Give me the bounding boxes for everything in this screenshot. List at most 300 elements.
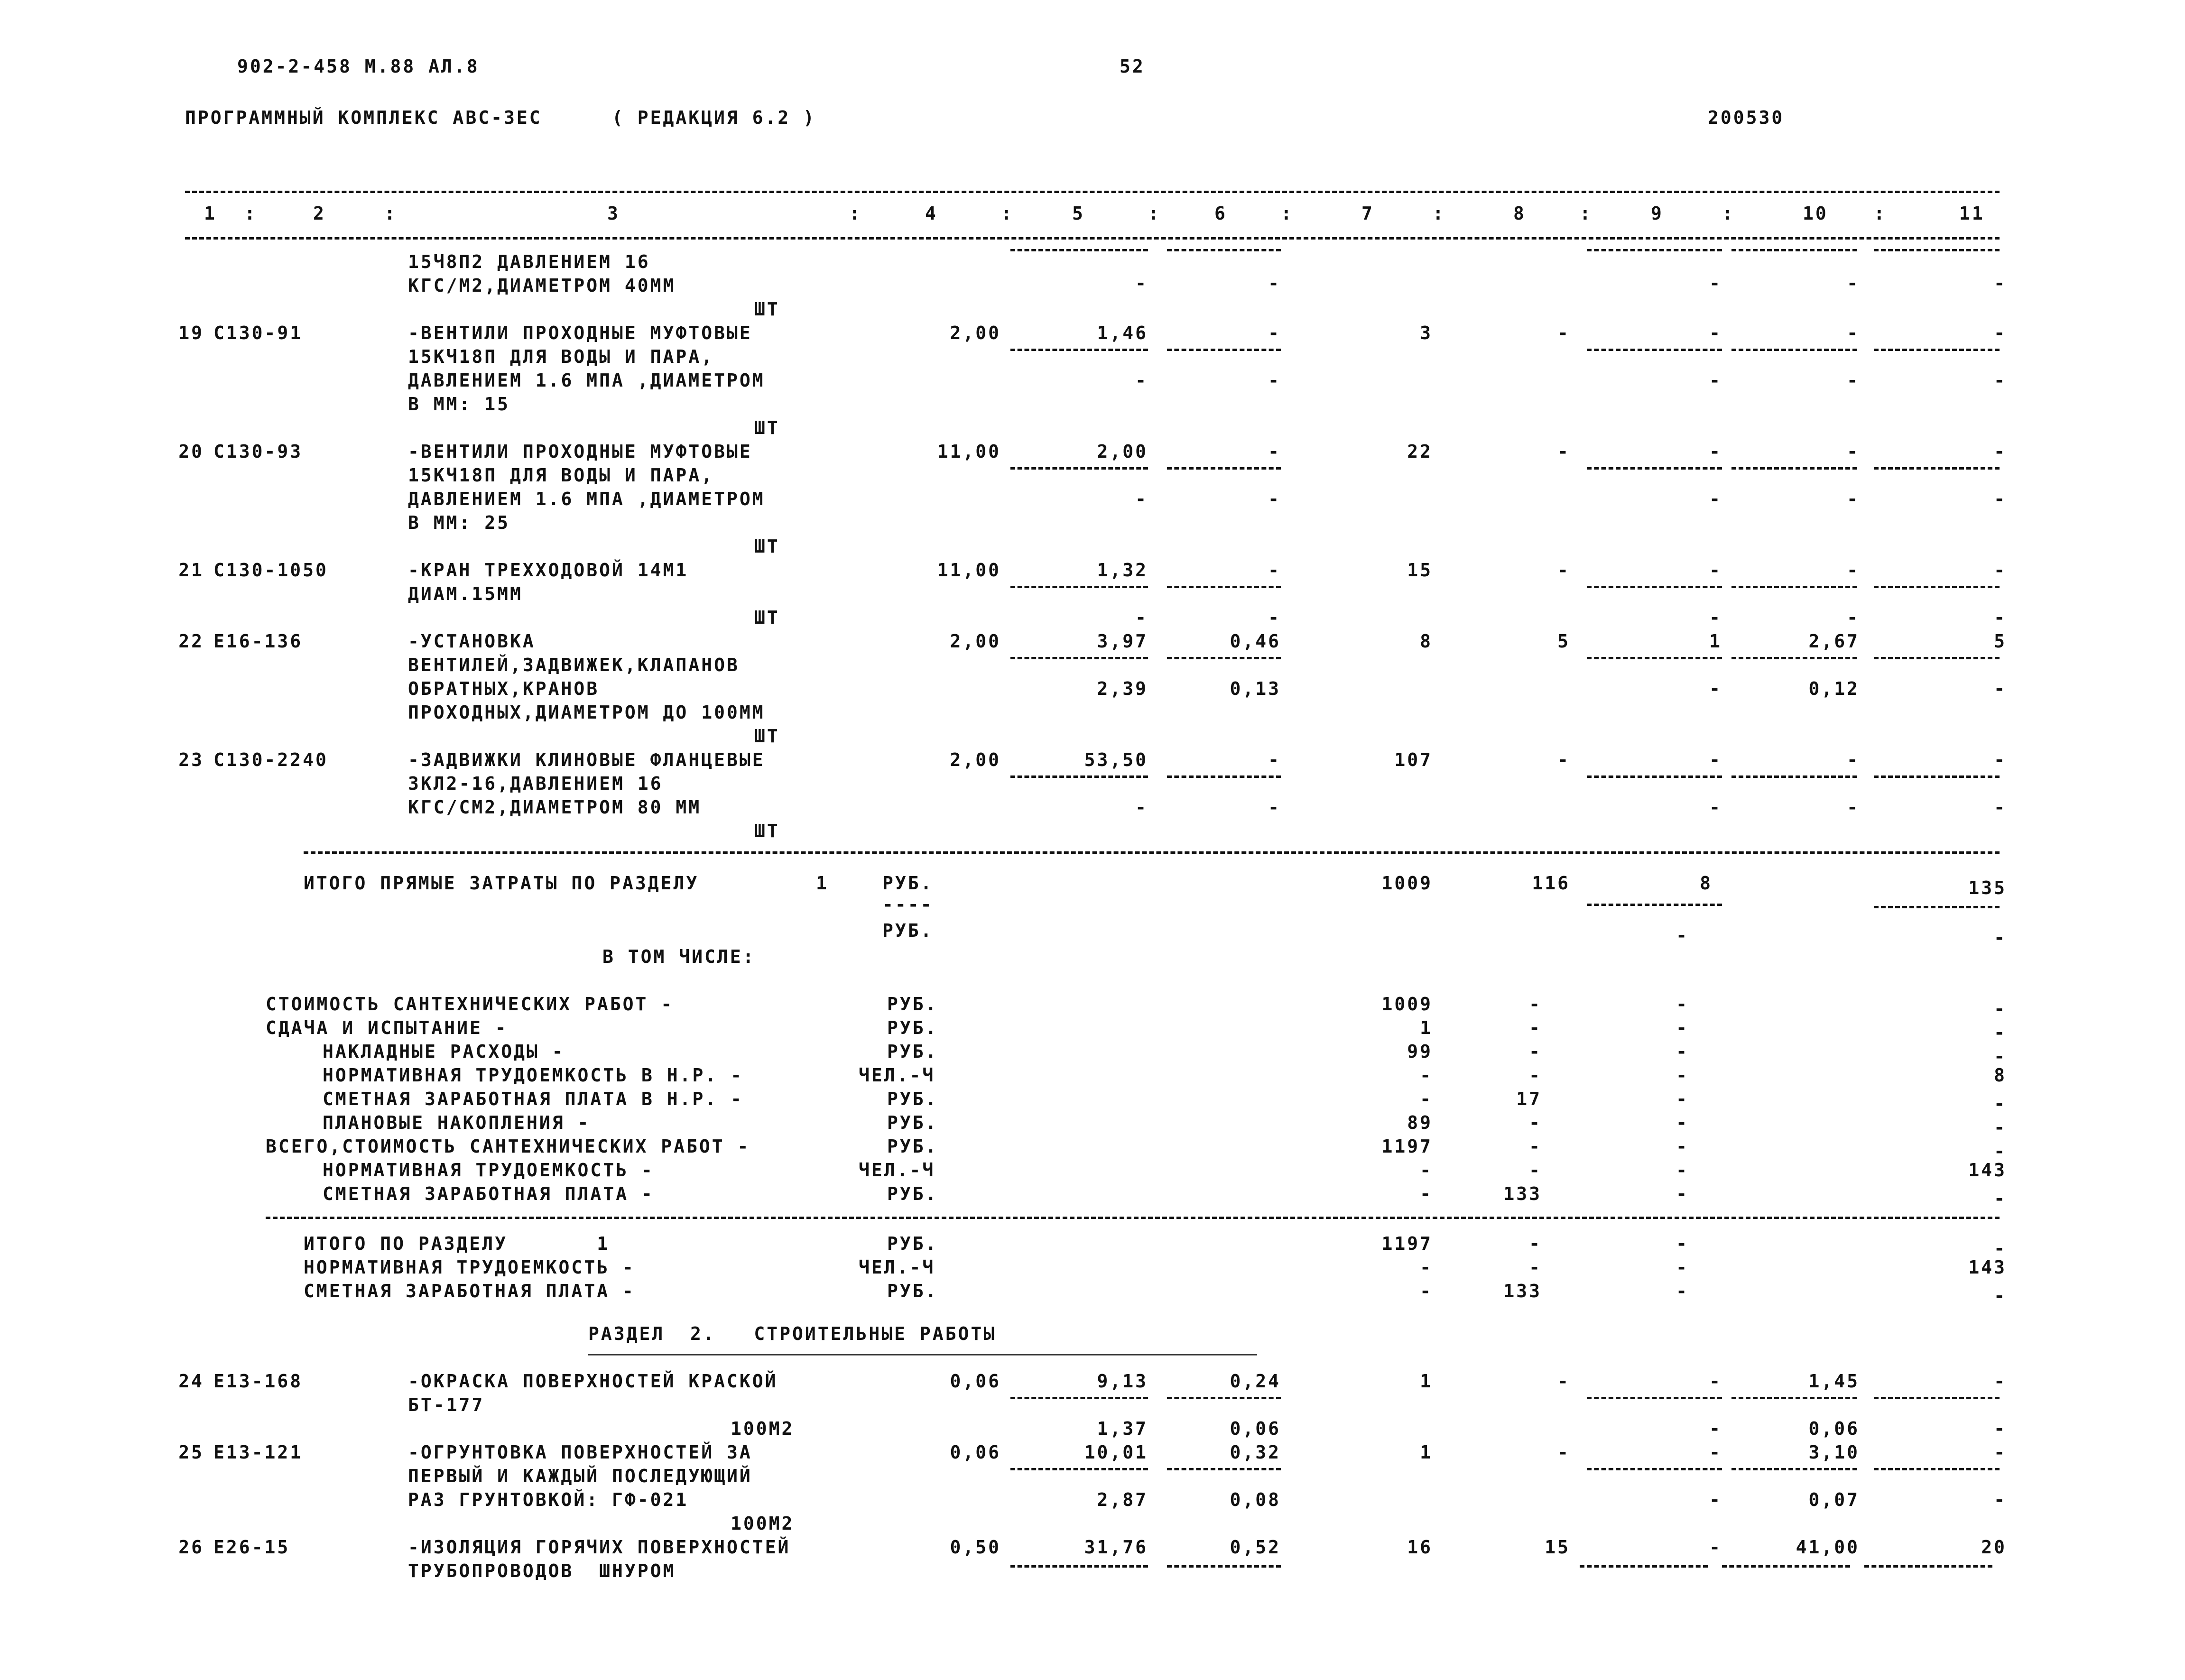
item-description: КГС/М2,ДИАМЕТРОМ 40ММ [408, 275, 676, 296]
subtotal-rule [1167, 586, 1281, 588]
breakdown-unit: ЧЕЛ.-Ч [859, 1160, 935, 1181]
item-description: -ОГРУНТОВКА ПОВЕРХНОСТЕЙ ЗА [408, 1442, 752, 1463]
column-separator: : [1281, 203, 1294, 224]
section-2-title: РАЗДЕЛ 2. СТРОИТЕЛЬНЫЕ РАБОТЫ [588, 1323, 997, 1344]
cell-c10: - [1847, 749, 1860, 770]
rate-code: С130-1050 [213, 560, 328, 581]
cell-c9b: - [1709, 607, 1722, 628]
column-separator: : [1722, 203, 1735, 224]
cell-c10b: 0,06 [1808, 1418, 1860, 1439]
breakdown-unit: РУБ. [887, 1041, 938, 1062]
cell-c6: 0,32 [1230, 1442, 1281, 1463]
item-description: 15Ч8П2 ДАВЛЕНИЕМ 16 [408, 251, 650, 272]
subtotal-rule [1864, 1565, 1992, 1568]
cell-c8: 133 [1503, 1281, 1542, 1302]
cell-c5: 9,13 [1097, 1371, 1148, 1392]
cell-c5: 1,32 [1097, 560, 1148, 581]
cell-c8: - [1529, 1136, 1542, 1157]
cell-c11b: - [1994, 797, 2007, 818]
subtotal-rule [1874, 1468, 2000, 1470]
section-total-unit: РУБ. [887, 1233, 938, 1254]
item-description: ТРУБОПРОВОДОВ ШНУРОМ [408, 1560, 676, 1581]
cell-c11: 5 [1994, 631, 2007, 652]
subtotal-rule [1731, 657, 1857, 659]
cell-c6: 0,52 [1230, 1537, 1281, 1558]
cell-c7: - [1420, 1281, 1433, 1302]
cell-c7: 1197 [1381, 1136, 1433, 1157]
breakdown-label: НОРМАТИВНАЯ ТРУДОЕМКОСТЬ - [323, 1160, 654, 1181]
unit-rub: РУБ. [882, 920, 934, 941]
subtotal-rule [1010, 467, 1148, 470]
subtotal-rule [1587, 349, 1722, 351]
breakdown-label: ВСЕГО,СТОИМОСТЬ САНТЕХНИЧЕСКИХ РАБОТ - [266, 1136, 750, 1157]
cell-c7: 22 [1407, 441, 1433, 462]
cell-c8: 15 [1545, 1537, 1570, 1558]
subtotal-rule [1731, 467, 1857, 470]
item-number: 25 [178, 1442, 204, 1463]
item-number: 26 [178, 1537, 204, 1558]
cell-c11b: - [1994, 678, 2007, 699]
rate-code: С130-93 [213, 441, 303, 462]
cell-c7: 3 [1420, 323, 1433, 343]
cell-c8: - [1529, 1017, 1542, 1038]
rate-code: Е13-168 [213, 1371, 303, 1392]
cell-c8: - [1529, 1233, 1542, 1254]
item-number: 24 [178, 1371, 204, 1392]
item-description: БТ-177 [408, 1394, 485, 1415]
column-header-6: 6 [1214, 203, 1227, 224]
cell-c6: 0,24 [1230, 1371, 1281, 1392]
cell-c8: - [1557, 560, 1570, 581]
totals-top-rule [304, 851, 2000, 854]
cell-c9: - [1676, 1160, 1689, 1181]
cell-c8: - [1529, 1160, 1542, 1181]
cell-c11: - [1994, 560, 2007, 581]
unit-of-measure: ШТ [754, 726, 780, 747]
cell-c10: - [1847, 560, 1860, 581]
rate-code: Е16-136 [213, 631, 303, 652]
cell-c6: - [1268, 560, 1281, 581]
cell-c11: - [1994, 1141, 2007, 1162]
direct-costs-label: ИТОГО ПРЯМЫЕ ЗАТРАТЫ ПО РАЗДЕЛУ [304, 873, 699, 894]
cell-c9: - [1709, 749, 1722, 770]
cell-c4: 2,00 [950, 749, 1001, 770]
subtotal-rule [1874, 657, 2000, 659]
item-description: ДАВЛЕНИЕМ 1.6 МПА ,ДИАМЕТРОМ [408, 489, 765, 509]
cell-c7: - [1420, 1065, 1433, 1086]
breakdown-unit: РУБ. [887, 994, 938, 1015]
cell-c8: 5 [1557, 631, 1570, 652]
column-header-9: 9 [1651, 203, 1664, 224]
cell-c11b: - [1994, 370, 2007, 391]
cell-c9: - [1676, 1257, 1689, 1278]
subtotal-rule [1587, 1468, 1722, 1470]
cell-c9: - [1709, 1442, 1722, 1463]
subtotal-rule [1010, 249, 1148, 251]
cell-c4: 0,06 [950, 1442, 1001, 1463]
cell-c6b: - [1268, 273, 1281, 294]
subtotal-rule [1167, 467, 1281, 470]
cell-c8: - [1529, 1257, 1542, 1278]
subtotal-rule [1167, 1468, 1281, 1470]
subtotal-rule [1587, 775, 1722, 778]
subtotal-rule [1167, 775, 1281, 778]
cell-c11: - [1994, 1238, 2007, 1259]
section-total-unit: ЧЕЛ.-Ч [859, 1257, 935, 1278]
rate-code: С130-91 [213, 323, 303, 343]
cell-c7: 99 [1407, 1041, 1433, 1062]
subtotal-rule [1010, 657, 1148, 659]
page-number: 52 [1120, 56, 1145, 77]
subtotal-rule [1167, 657, 1281, 659]
cell-c10: 41,00 [1796, 1537, 1860, 1558]
cell-c6b: - [1268, 489, 1281, 509]
document-code: 902-2-458 М.88 АЛ.8 [237, 56, 480, 77]
unit-of-measure: ШТ [754, 299, 780, 320]
item-description: -ВЕНТИЛИ ПРОХОДНЫЕ МУФТОВЫЕ [408, 323, 752, 343]
cell-c7: 1009 [1381, 994, 1433, 1015]
cell-c7: 1009 [1381, 873, 1433, 894]
item-number: 19 [178, 323, 204, 343]
subtotal-rule [1010, 1565, 1148, 1568]
subtotal-rule [1874, 1397, 2000, 1399]
cell-c11: 8 [1994, 1065, 2007, 1086]
unit-of-measure: 100М2 [731, 1513, 795, 1534]
cell-c5: 10,01 [1084, 1442, 1148, 1463]
item-description: РАЗ ГРУНТОВКОЙ: ГФ-021 [408, 1489, 689, 1510]
unit-of-measure: ШТ [754, 417, 780, 438]
cell-c9b: - [1709, 370, 1722, 391]
cell-c11: - [1994, 998, 2007, 1019]
breakdown-label: НАКЛАДНЫЕ РАСХОДЫ - [323, 1041, 565, 1062]
cell-c6b: - [1268, 607, 1281, 628]
unit-of-measure: ШТ [754, 821, 780, 841]
cell-c8: - [1557, 441, 1570, 462]
item-number: 20 [178, 441, 204, 462]
item-description: 15КЧ18П ДЛЯ ВОДЫ И ПАРА, [408, 465, 714, 486]
cell-c7: 107 [1394, 749, 1433, 770]
unit-rub: РУБ. [882, 873, 934, 894]
cell-c7: 16 [1407, 1537, 1433, 1558]
item-description: -ВЕНТИЛИ ПРОХОДНЫЕ МУФТОВЫЕ [408, 441, 752, 462]
item-description: -ОКРАСКА ПОВЕРХНОСТЕЙ КРАСКОЙ [408, 1371, 778, 1392]
cell-c11: 143 [1968, 1160, 2007, 1181]
rate-code: С130-2240 [213, 749, 328, 770]
direct-costs-section: 1 [816, 873, 829, 894]
subtotal-rule [1587, 904, 1722, 906]
cell-c9b: - [1709, 678, 1722, 699]
item-description: -ЗАДВИЖКИ КЛИНОВЫЕ ФЛАНЦЕВЫЕ [408, 749, 765, 770]
cell-c9: - [1676, 1112, 1689, 1133]
column-separator: : [1433, 203, 1445, 224]
cell-c10: 3,10 [1808, 1442, 1860, 1463]
breakdown-label: СМЕТНАЯ ЗАРАБОТНАЯ ПЛАТА - [323, 1183, 654, 1204]
column-header-2: 2 [313, 203, 326, 224]
cell-c9: - [1676, 1065, 1689, 1086]
subtotal-rule [1874, 775, 2000, 778]
breakdown-unit: РУБ. [887, 1136, 938, 1157]
cell-c9: - [1676, 1041, 1689, 1062]
cell-c8: 116 [1532, 873, 1570, 894]
cell-c8: 17 [1516, 1089, 1542, 1109]
breakdown-label: ПЛАНОВЫЕ НАКОПЛЕНИЯ - [323, 1112, 591, 1133]
subtotal-rule [1874, 249, 2000, 251]
item-description: В ММ: 25 [408, 512, 510, 533]
section-total-label: НОРМАТИВНАЯ ТРУДОЕМКОСТЬ - [304, 1257, 635, 1278]
item-description: ПРОХОДНЫХ,ДИАМЕТРОМ ДО 100ММ [408, 702, 765, 723]
column-separator: : [384, 203, 397, 224]
item-description: ПЕРВЫЙ И КАЖДЫЙ ПОСЛЕДУЮЩИЙ [408, 1466, 752, 1486]
cell-c8: - [1529, 1065, 1542, 1086]
column-header-5: 5 [1072, 203, 1085, 224]
cell-c7: 1197 [1381, 1233, 1433, 1254]
cell-c9: - [1709, 1371, 1722, 1392]
cell-c7: - [1420, 1183, 1433, 1204]
cell-c9b: - [1676, 925, 1689, 946]
item-description: КГС/СМ2,ДИАМЕТРОМ 80 ММ [408, 797, 702, 818]
cell-c11: 135 [1968, 877, 2007, 898]
subtotal-rule [1580, 1565, 1708, 1568]
cell-c5: 1,46 [1097, 323, 1148, 343]
cell-c5b: - [1135, 370, 1148, 391]
item-number: 23 [178, 749, 204, 770]
cell-c9b: - [1709, 489, 1722, 509]
cell-c10b: 0,12 [1808, 678, 1860, 699]
column-separator: : [244, 203, 257, 224]
cell-c5b: - [1135, 607, 1148, 628]
cell-c5b: 1,37 [1097, 1418, 1148, 1439]
cell-c7: 8 [1420, 631, 1433, 652]
table-header-rule [185, 237, 2000, 240]
subtotal-rule [1587, 249, 1722, 251]
subtotal-rule [1731, 1468, 1857, 1470]
subtotal-rule [1731, 249, 1857, 251]
subtotal-rule [1731, 1397, 1857, 1399]
table-top-rule [185, 191, 2000, 193]
cell-c10: 1,45 [1808, 1371, 1860, 1392]
cell-c11b: - [1994, 1418, 2007, 1439]
cell-c4: 0,50 [950, 1537, 1001, 1558]
subtotal-rule [1874, 349, 2000, 351]
subtotal-rule [1167, 349, 1281, 351]
item-description: 15КЧ18П ДЛЯ ВОДЫ И ПАРА, [408, 346, 714, 367]
breakdown-unit: РУБ. [887, 1112, 938, 1133]
subtotal-rule [1874, 906, 2000, 908]
cell-c5b: 2,39 [1097, 678, 1148, 699]
subtotal-rule [1167, 249, 1281, 251]
cell-c11: - [1994, 1188, 2007, 1209]
cell-c5b: - [1135, 797, 1148, 818]
cell-c9: - [1676, 1233, 1689, 1254]
subtotal-rule [1010, 349, 1148, 351]
cell-c11: - [1994, 441, 2007, 462]
cell-c8: - [1557, 1371, 1570, 1392]
cell-c11: - [1994, 1093, 2007, 1114]
cell-c10b: - [1847, 797, 1860, 818]
subtotal-rule [1731, 586, 1857, 588]
cell-c11b: - [1994, 489, 2007, 509]
subtotal-rule [1874, 467, 2000, 470]
cell-c6: - [1268, 323, 1281, 343]
cell-c6: 0,46 [1230, 631, 1281, 652]
item-description: ДИАМ.15ММ [408, 583, 523, 604]
breakdown-label: СМЕТНАЯ ЗАРАБОТНАЯ ПЛАТА В Н.Р. - [323, 1089, 743, 1109]
including-label: В ТОМ ЧИСЛЕ: [602, 946, 756, 967]
breakdown-label: СДАЧА И ИСПЫТАНИЕ - [266, 1017, 508, 1038]
column-header-3: 3 [607, 203, 620, 224]
cell-c11: - [1994, 323, 2007, 343]
unit-of-measure: ШТ [754, 536, 780, 557]
cell-c11: 143 [1968, 1257, 2007, 1278]
cell-c10b: - [1847, 370, 1860, 391]
item-description: ВЕНТИЛЕЙ,ЗАДВИЖЕК,КЛАПАНОВ [408, 655, 740, 675]
cell-c5b: - [1135, 489, 1148, 509]
cell-c9: - [1709, 1537, 1722, 1558]
subtotal-rule [1010, 775, 1148, 778]
cell-c11b: - [1994, 607, 2007, 628]
breakdown-unit: РУБ. [887, 1089, 938, 1109]
column-separator: : [1874, 203, 1887, 224]
cell-c7: 1 [1420, 1017, 1433, 1038]
cell-c8: - [1529, 1112, 1542, 1133]
item-description: -ИЗОЛЯЦИЯ ГОРЯЧИХ ПОВЕРХНОСТЕЙ [408, 1537, 791, 1558]
cell-c9: - [1709, 441, 1722, 462]
cell-c10: 2,67 [1808, 631, 1860, 652]
cell-c8: - [1529, 1041, 1542, 1062]
cell-c9: - [1676, 1183, 1689, 1204]
cell-c9: - [1709, 323, 1722, 343]
cell-c9: - [1676, 994, 1689, 1015]
cell-c6: - [1268, 749, 1281, 770]
cell-c5: 3,97 [1097, 631, 1148, 652]
cell-c5: 31,76 [1084, 1537, 1148, 1558]
program-name: ПРОГРАММНЫЙ КОМПЛЕКС АВС-ЗЕС [185, 107, 542, 128]
unit-of-measure: 100М2 [731, 1418, 795, 1439]
section-total-label: ИТОГО ПО РАЗДЕЛУ 1 [304, 1233, 610, 1254]
cell-c11: - [1994, 749, 2007, 770]
cell-c11: - [1994, 1022, 2007, 1043]
cell-c8: - [1557, 1442, 1570, 1463]
cell-c11b: - [1994, 1489, 2007, 1510]
subtotal-rule [1722, 1565, 1850, 1568]
cell-c11b: - [1994, 927, 2007, 948]
breakdown-label: СТОИМОСТЬ САНТЕХНИЧЕСКИХ РАБОТ - [266, 994, 674, 1015]
cell-c9: 1 [1709, 631, 1722, 652]
cell-c9: - [1676, 1089, 1689, 1109]
cell-c6b: 0,08 [1230, 1489, 1281, 1510]
cell-c8: - [1557, 323, 1570, 343]
cell-c5b: - [1135, 273, 1148, 294]
cell-c8: - [1529, 994, 1542, 1015]
subtotal-rule [1731, 775, 1857, 778]
cell-c4: 2,00 [950, 631, 1001, 652]
cell-c4: 2,00 [950, 323, 1001, 343]
column-header-8: 8 [1513, 203, 1526, 224]
subtotal-rule [1587, 657, 1722, 659]
subtotal-rule [1010, 1397, 1148, 1399]
cell-c10b: - [1847, 273, 1860, 294]
cell-c5: 2,00 [1097, 441, 1148, 462]
cell-c5b: 2,87 [1097, 1489, 1148, 1510]
cell-c7: 89 [1407, 1112, 1433, 1133]
column-header-4: 4 [925, 203, 938, 224]
cell-c11: 20 [1981, 1537, 2007, 1558]
cell-c10b: - [1847, 607, 1860, 628]
subtotal-rule [1010, 586, 1148, 588]
cell-c9b: - [1709, 797, 1722, 818]
column-separator: : [1001, 203, 1014, 224]
column-header-10: 10 [1803, 203, 1828, 224]
cell-c7: 1 [1420, 1442, 1433, 1463]
cell-c9b: - [1709, 1418, 1722, 1439]
cell-c7: - [1420, 1257, 1433, 1278]
item-description: ЗКЛ2-16,ДАВЛЕНИЕМ 16 [408, 773, 663, 794]
cell-c9: - [1676, 1017, 1689, 1038]
item-description: ДАВЛЕНИЕМ 1.6 МПА ,ДИАМЕТРОМ [408, 370, 765, 391]
cell-c10b: - [1847, 489, 1860, 509]
column-separator: : [1580, 203, 1592, 224]
cell-c6: - [1268, 441, 1281, 462]
cell-c7: - [1420, 1160, 1433, 1181]
item-number: 22 [178, 631, 204, 652]
breakdown-unit: ЧЕЛ.-Ч [859, 1065, 935, 1086]
cell-c11b: - [1994, 273, 2007, 294]
item-description: В ММ: 15 [408, 394, 510, 415]
subtotal-rule [1167, 1397, 1281, 1399]
column-separator: : [1148, 203, 1161, 224]
unit-dashes: ---- [882, 894, 934, 915]
cell-c10: - [1847, 441, 1860, 462]
rate-code: Е13-121 [213, 1442, 303, 1463]
subtotal-rule [1587, 1397, 1722, 1399]
item-description: ОБРАТНЫХ,КРАНОВ [408, 678, 600, 699]
cell-c9b: - [1709, 1489, 1722, 1510]
cell-c9: - [1676, 1281, 1689, 1302]
cell-c6b: 0,06 [1230, 1418, 1281, 1439]
estimate-code: 200530 [1708, 107, 1785, 128]
cell-c11: - [1994, 1285, 2007, 1306]
subtotal-rule [1587, 467, 1722, 470]
cell-c4: 11,00 [937, 560, 1001, 581]
column-header-1: 1 [204, 203, 217, 224]
rate-code: Е26-15 [213, 1537, 290, 1558]
subtotal-rule [1010, 1468, 1148, 1470]
cell-c10b: 0,07 [1808, 1489, 1860, 1510]
cell-c11: - [1994, 1046, 2007, 1067]
section-total-label: СМЕТНАЯ ЗАРАБОТНАЯ ПЛАТА - [304, 1281, 635, 1302]
unit-of-measure: ШТ [754, 607, 780, 628]
subtotal-rule [1874, 586, 2000, 588]
cell-c11: - [1994, 1117, 2007, 1138]
subtotal-rule [1167, 1565, 1281, 1568]
cell-c9b: - [1709, 273, 1722, 294]
cell-c9: - [1709, 560, 1722, 581]
subtotal-rule [1731, 349, 1857, 351]
cell-c8: 133 [1503, 1183, 1542, 1204]
cell-c4: 11,00 [937, 441, 1001, 462]
section-title-underline [588, 1354, 1257, 1356]
cell-c6b: - [1268, 797, 1281, 818]
breakdown-label: НОРМАТИВНАЯ ТРУДОЕМКОСТЬ В Н.Р. - [323, 1065, 743, 1086]
breakdown-unit: РУБ. [887, 1183, 938, 1204]
subtotal-rule [1587, 586, 1722, 588]
column-header-11: 11 [1959, 203, 1985, 224]
cell-c4: 0,06 [950, 1371, 1001, 1392]
section-total-rule [266, 1217, 2000, 1219]
cell-c7: 15 [1407, 560, 1433, 581]
cell-c10: - [1847, 323, 1860, 343]
column-header-7: 7 [1361, 203, 1374, 224]
